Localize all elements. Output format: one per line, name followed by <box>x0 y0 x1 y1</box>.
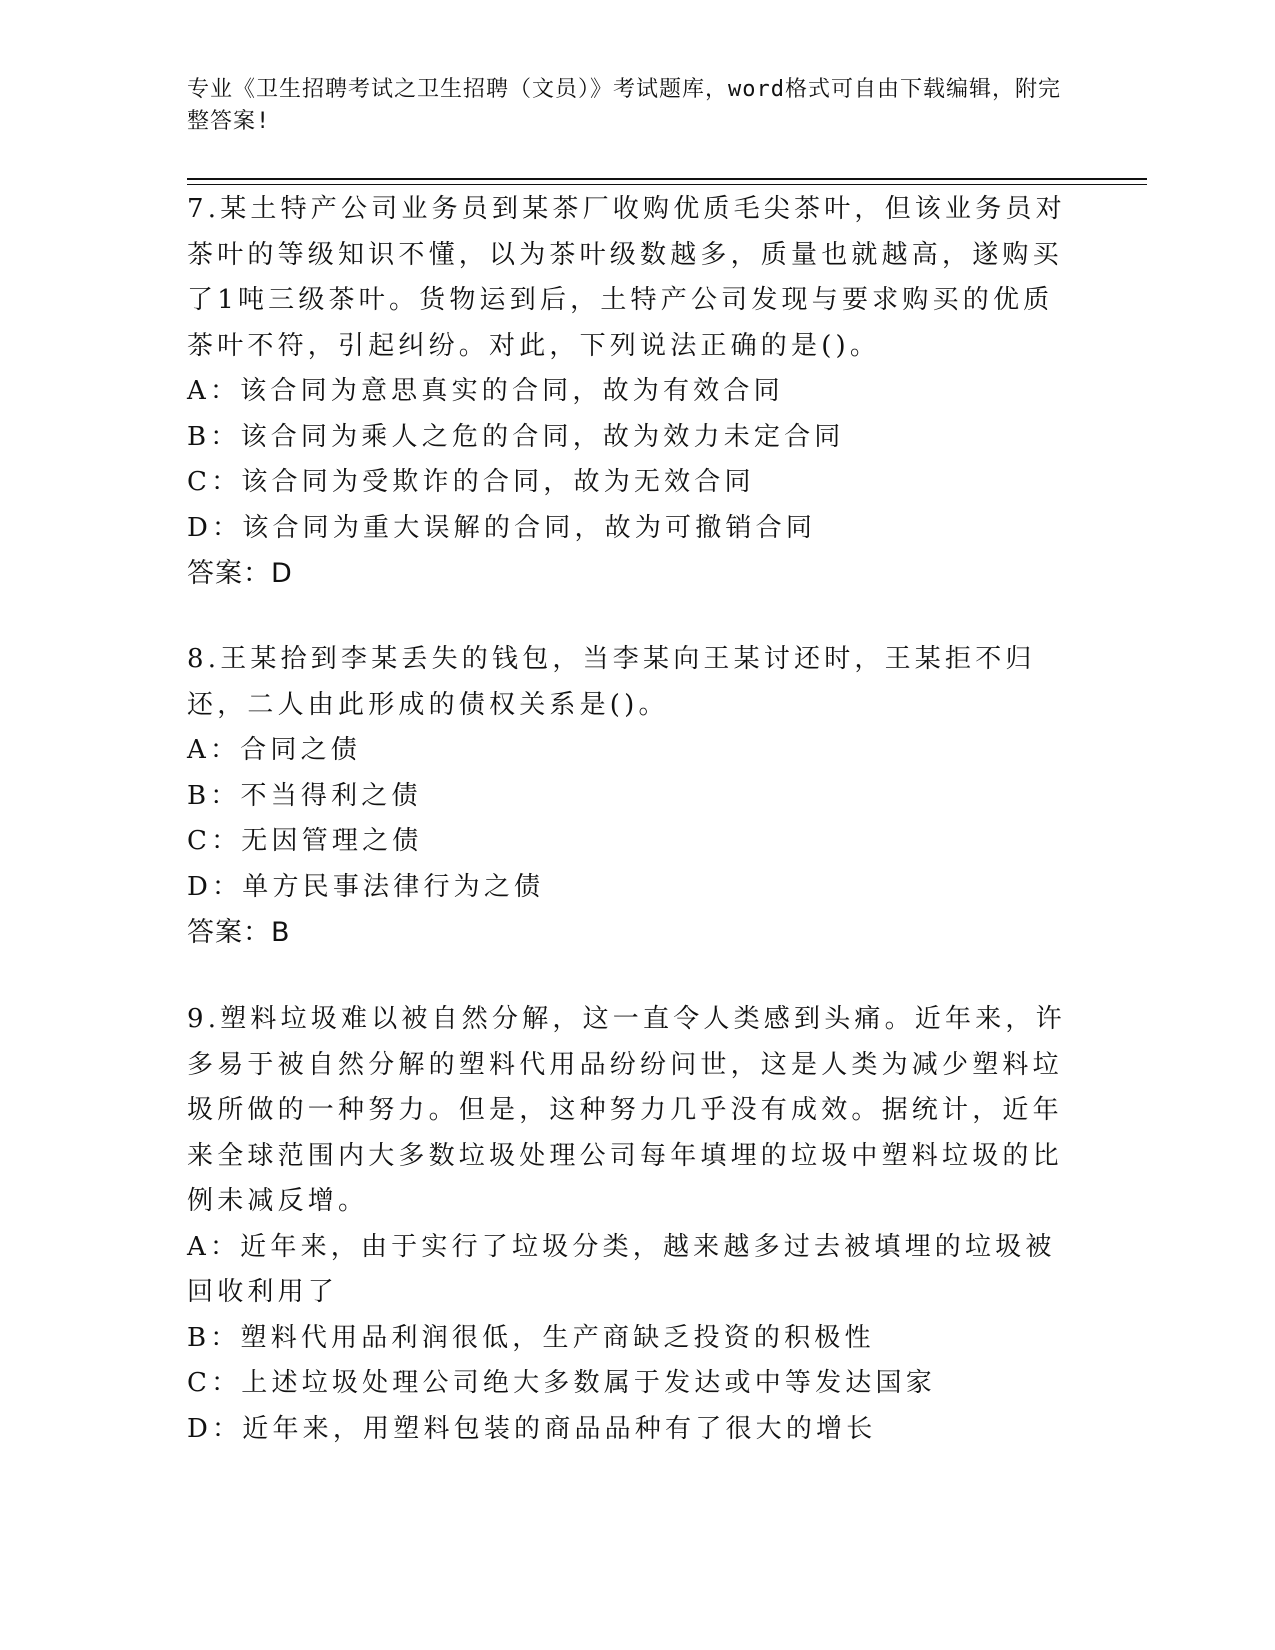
option-b: B：塑料代用品利润很低，生产商缺乏投资的积极性 <box>187 1322 875 1353</box>
question-9 <box>187 997 1067 1452</box>
option-d: D：单方民事法律行为之债 <box>187 871 545 902</box>
option-a: A：该合同为意思真实的合同，故为有效合同 <box>187 376 784 406</box>
option-d: D：近年来，用塑料包装的商品品种有了很大的增长 <box>187 1413 877 1444</box>
option-a: A：近年来，由于实行了垃圾分类，越来越多过去被填埋的垃圾被回收利用了 <box>187 1231 1056 1307</box>
option-c: C：上述垃圾处理公司绝大多数属于发达或中等发达国家 <box>187 1368 936 1398</box>
option-b: B：不当得利之债 <box>187 780 422 811</box>
answer-line: 答案：D <box>187 558 293 589</box>
option-a: A：合同之债 <box>187 735 361 765</box>
question-stem: 9.塑料垃圾难以被自然分解，这一直令人类感到头痛。近年来，许多易于被自然分解的塑料代用品纷纷问世，这是人类为减少塑料垃圾所做的一种努力。但是，这种努力几乎没有成效。据统计，近年来全球范围内大多数垃圾处理公司每年填埋的垃圾中塑料垃圾的比例未减反增。 <box>187 1004 1066 1216</box>
option-d: D：该合同为重大误解的合同，故为可撤销合同 <box>187 512 817 543</box>
question-stem: 8.王某拾到李某丢失的钱包，当李某向王某讨还时，王某拒不归还，二人由此形成的债权关系是()。 <box>187 644 1036 720</box>
answer-line: 答案：B <box>187 917 291 948</box>
question-8 <box>187 637 1067 956</box>
option-c: C：无因管理之债 <box>187 826 423 856</box>
header-divider-thin <box>187 184 1147 185</box>
question-stem: 7.某土特产公司业务员到某茶厂收购优质毛尖茶叶，但该业务员对茶叶的等级知识不懂，以为茶叶级数越多，质量也就越高，遂购买了1吨三级茶叶。货物运到后，土特产公司发现与要求购买的优质茶叶不符，引起纠纷。对此，下列说法正确的是()。 <box>187 194 1066 361</box>
question-7 <box>187 187 1067 597</box>
header-divider-thick <box>187 178 1147 180</box>
option-c: C：该合同为受欺诈的合同，故为无效合同 <box>187 467 755 497</box>
option-b: B：该合同为乘人之危的合同，故为效力未定合同 <box>187 421 845 452</box>
document-header: 专业《卫生招聘考试之卫生招聘（文员）》考试题库，word格式可自由下载编辑，附完整答案! <box>187 77 1061 134</box>
